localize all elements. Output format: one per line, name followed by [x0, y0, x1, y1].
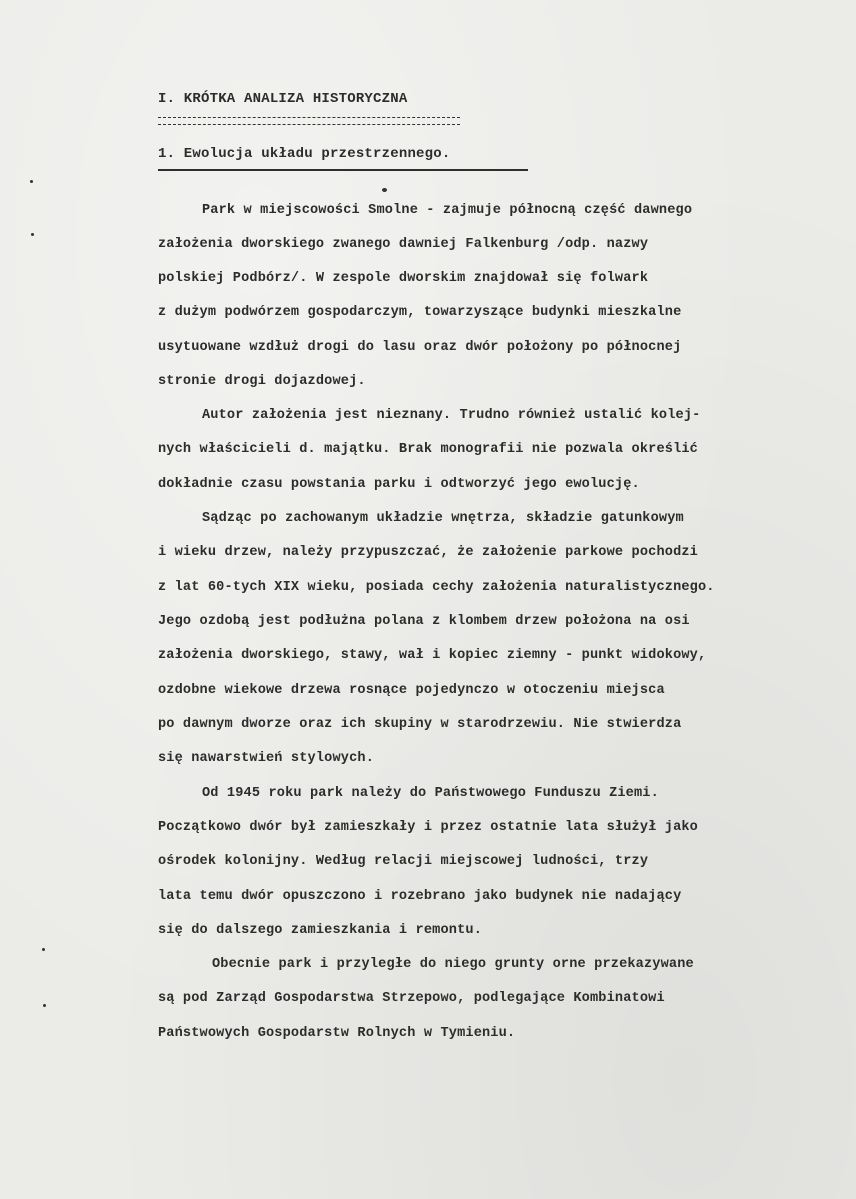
- text-line: z dużym podwórzem gospodarczym, towarzyszące budynki mieszkalne: [158, 305, 682, 320]
- margin-speck: [30, 180, 33, 183]
- text-line: lata temu dwór opuszczono i rozebrano jako budynek nie nadający: [158, 889, 682, 904]
- margin-speck: [43, 1004, 46, 1007]
- text-line: Park w miejscowości Smolne - zajmuje północną część dawnego: [202, 203, 693, 218]
- text-line: polskiej Podbórz/. W zespole dworskim znajdował się folwark: [158, 271, 649, 286]
- section-heading: I. KRÓTKA ANALIZA HISTORYCZNA: [158, 91, 408, 107]
- text-line: Od 1945 roku park należy do Państwowego Funduszu Ziemi.: [202, 786, 659, 801]
- text-line: z lat 60-tych XIX wieku, posiada cechy założenia naturalistycznego.: [158, 580, 715, 595]
- text-line: się do dalszego zamieszkania i remontu.: [158, 923, 482, 938]
- text-line: usytuowane wzdłuż drogi do lasu oraz dwór położony po północnej: [158, 340, 682, 355]
- text-line: Obecnie park i przyległe do niego grunty orne przekazywane: [212, 957, 694, 972]
- text-line: Autor założenia jest nieznany. Trudno również ustalić kolej-: [202, 408, 701, 423]
- text-line: dokładnie czasu powstania parku i odtworzyć jego ewolucję.: [158, 477, 640, 492]
- ink-mark: [382, 188, 387, 192]
- subsection-heading: 1. Ewolucja układu przestrzennego.: [158, 146, 451, 162]
- text-line: nych właścicieli d. majątku. Brak monografii nie pozwala określić: [158, 442, 698, 457]
- text-line: założenia dworskiego zwanego dawniej Falkenburg /odp. nazwy: [158, 237, 649, 252]
- margin-speck: [42, 948, 45, 951]
- text-line: Państwowych Gospodarstw Rolnych w Tymieniu.: [158, 1026, 516, 1041]
- margin-speck: [31, 233, 34, 236]
- text-line: ozdobne wiekowe drzewa rosnące pojedynczo w otoczeniu miejsca: [158, 683, 665, 698]
- subheading-underline: [158, 169, 528, 171]
- text-line: stronie drogi dojazdowej.: [158, 374, 366, 389]
- text-line: się nawarstwień stylowych.: [158, 751, 374, 766]
- double-underline: [158, 117, 460, 125]
- text-line: Początkowo dwór był zamieszkały i przez ostatnie lata służył jako: [158, 820, 698, 835]
- text-line: założenia dworskiego, stawy, wał i kopiec ziemny - punkt widokowy,: [158, 648, 707, 663]
- text-line: i wieku drzew, należy przypuszczać, że założenie parkowe pochodzi: [158, 545, 698, 560]
- text-line: są pod Zarząd Gospodarstwa Strzepowo, podlegające Kombinatowi: [158, 991, 665, 1006]
- text-line: Sądząc po zachowanym układzie wnętrza, składzie gatunkowym: [202, 511, 684, 526]
- text-line: ośrodek kolonijny. Według relacji miejscowej ludności, trzy: [158, 854, 649, 869]
- text-line: Jego ozdobą jest podłużna polana z klombem drzew położona na osi: [158, 614, 690, 629]
- text-line: po dawnym dworze oraz ich skupiny w starodrzewiu. Nie stwierdza: [158, 717, 682, 732]
